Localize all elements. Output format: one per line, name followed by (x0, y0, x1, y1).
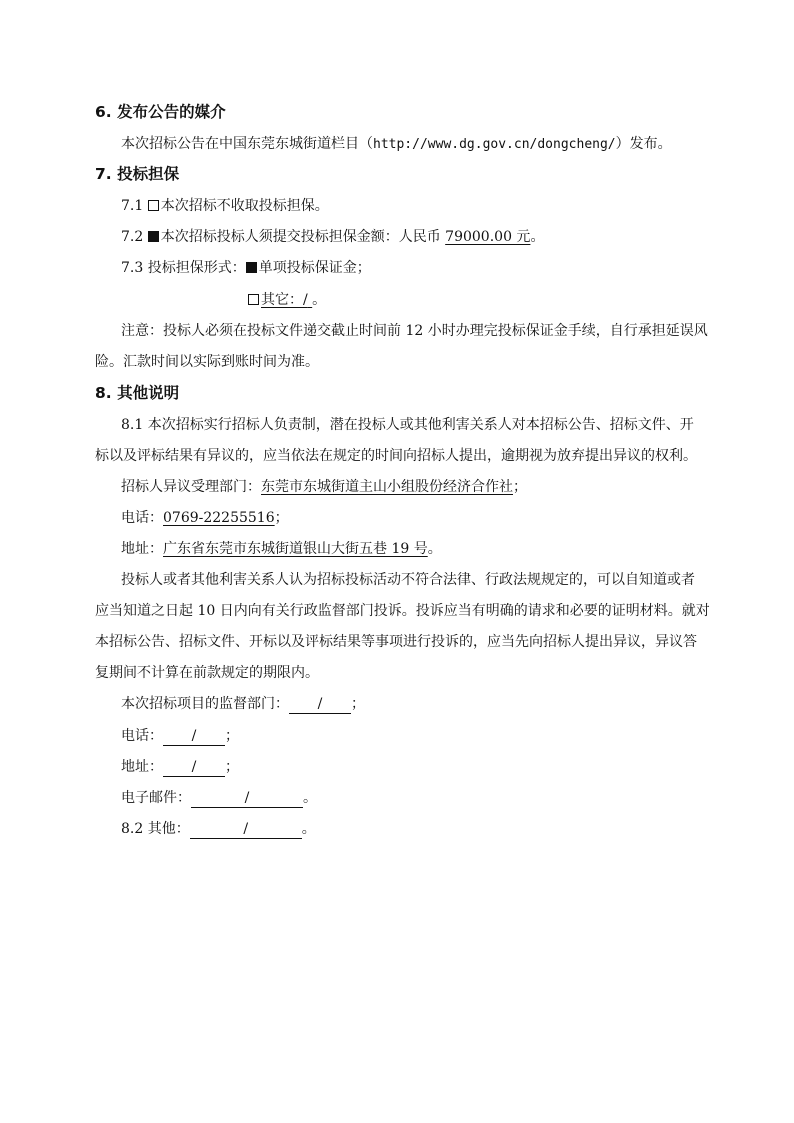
address-value: 广东省东莞市东城街道银山大街五巷 19 号 (163, 541, 428, 557)
supervision-address (121, 757, 239, 777)
phone-label: 电话： (121, 510, 163, 526)
sup-phone-end: ； (225, 728, 239, 744)
item-7-2-end: 。 (530, 229, 545, 245)
address-label: 地址： (121, 541, 163, 557)
supervision-department (121, 694, 365, 714)
item-7-1-text: 本次招标不收取投标担保。 (160, 198, 329, 214)
item-7-1-number: 7.1 (121, 198, 144, 214)
sup-address-value: / (163, 759, 225, 777)
section-6-paragraph (121, 134, 672, 155)
supervision-email (121, 788, 317, 808)
option-other-end: 。 (312, 292, 327, 308)
note-line-1: 注意：投标人必须在投标文件递交截止时间前 12 小时办理完投标保证金手续，自行承担延误风 (121, 323, 708, 339)
supervision-end: ； (351, 696, 365, 712)
other-value: / (190, 821, 302, 839)
p2-line-2: 应当知道之日起 10 日内向有关行政监督部门投诉。投诉应当有明确的请求和必要的证明材料。就对 (95, 603, 710, 619)
option-single-deposit: 单项投标保证金； (258, 260, 371, 276)
unchecked-checkbox-icon (248, 294, 259, 305)
objection-dept-label: 招标人异议受理部门： (121, 479, 261, 495)
phone-end: ； (274, 510, 289, 526)
supervision-label: 本次招标项目的监督部门： (121, 696, 289, 712)
publish-url: http://www.dg.gov.cn/dongcheng/ (373, 137, 616, 152)
sup-email-label: 电子邮件： (121, 790, 191, 806)
p2-line-1: 投标人或者其他利害关系人认为招标投标活动不符合法律、行政法规规定的，可以自知道或者 (121, 572, 695, 588)
item-7-1 (121, 196, 329, 216)
guarantee-amount: 79000.00 元 (445, 229, 531, 245)
option-other-value: / (303, 292, 308, 308)
option-other (248, 292, 312, 308)
supervision-phone (121, 726, 239, 746)
objection-phone (121, 508, 289, 528)
other-label: 8.2 其他： (121, 821, 190, 837)
publish-text-before: 本次招标公告在中国东莞东城街道栏目（ (121, 136, 373, 152)
other-end: 。 (301, 821, 316, 837)
unchecked-checkbox-icon (148, 200, 159, 211)
objection-dept-end: ； (513, 479, 527, 495)
supervision-value: / (289, 696, 351, 714)
section-7-heading: 7. 投标担保 (95, 165, 180, 183)
item-8-2-other (121, 819, 316, 839)
objection-dept-value: 东莞市东城街道主山小组股份经济合作社 (261, 479, 513, 495)
phone-value: 0769-22255516 (163, 510, 275, 526)
item-7-3 (121, 258, 371, 278)
p2-line-3: 本招标公告、招标文件、开标以及评标结果等事项进行投诉的，应当先向招标人提出异议，异议答 (95, 634, 697, 650)
item-7-3-other (248, 290, 326, 310)
p1-line-1: 8.1 本次招标实行招标人负责制，潜在投标人或其他利害关系人对本招标公告、招标文件、开 (121, 417, 694, 433)
objection-address (121, 539, 442, 559)
option-other-label: 其它： (261, 292, 303, 308)
sup-address-label: 地址： (121, 759, 163, 775)
p1-line-2: 标以及评标结果有异议的，应当依法在规定的时间向招标人提出，逾期视为放弃提出异议的权利。 (95, 448, 697, 464)
sup-address-end: ； (225, 759, 239, 775)
item-7-3-label: 7.3 投标担保形式： (121, 260, 246, 276)
sup-email-value: / (191, 790, 303, 808)
p2-line-4: 复期间不计算在前款规定的期限内。 (95, 665, 319, 681)
section-6-heading: 6. 发布公告的媒介 (95, 103, 226, 121)
publish-text-after: ）发布。 (615, 136, 672, 152)
address-end: 。 (427, 541, 442, 557)
sup-phone-value: / (163, 728, 225, 746)
section-8-heading: 8. 其他说明 (95, 384, 180, 402)
checked-checkbox-icon (148, 231, 159, 242)
note-line-2: 险。汇款时间以实际到账时间为准。 (95, 354, 319, 370)
item-7-2-text: 本次招标投标人须提交投标担保金额：人民币 (160, 229, 441, 245)
item-7-2-number: 7.2 (121, 229, 144, 245)
checked-checkbox-icon (246, 262, 257, 273)
objection-department (121, 477, 527, 497)
item-7-2 (121, 227, 544, 247)
sup-email-end: 。 (303, 790, 317, 806)
sup-phone-label: 电话： (121, 728, 163, 744)
